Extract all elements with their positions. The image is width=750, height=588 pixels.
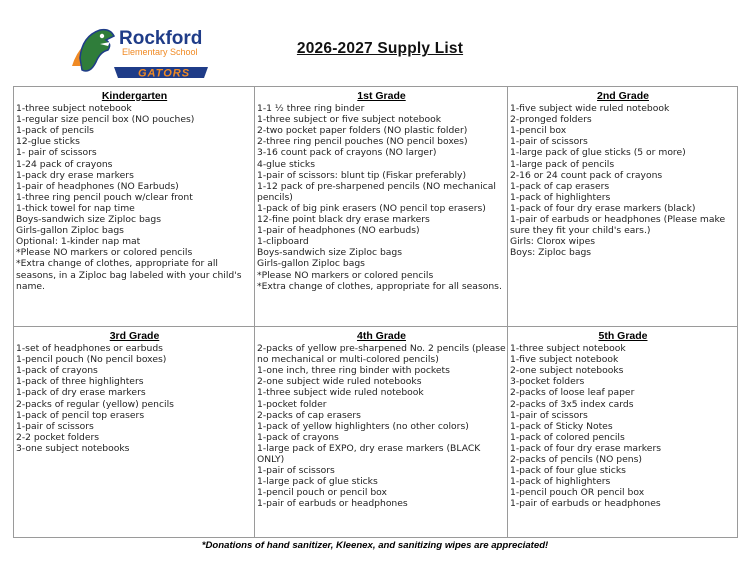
list-item: 2-16 or 24 count pack of crayons bbox=[510, 169, 663, 181]
supply-list bbox=[16, 343, 253, 454]
list-item: 2-one subject notebooks bbox=[510, 365, 624, 377]
list-item: 1-pair of scissors bbox=[510, 136, 588, 148]
list-item: 1-pocket folder bbox=[257, 398, 327, 410]
list-item: 1-thick towel for nap time bbox=[16, 202, 135, 214]
grade-cell-3rd bbox=[14, 327, 255, 538]
list-item: *Please NO markers or colored pencils bbox=[16, 247, 193, 259]
list-item: 1-large pack of glue sticks (5 or more) bbox=[510, 147, 686, 159]
list-item: Girls-gallon Ziploc bags bbox=[257, 258, 365, 270]
grade-cell-5th bbox=[508, 327, 738, 538]
school-logo bbox=[70, 22, 212, 80]
list-item: *Extra change of clothes, appropriate for all seasons. bbox=[257, 280, 502, 292]
list-item: Boys-sandwich size Ziploc bags bbox=[16, 214, 162, 226]
logo-mascot-text: GATORS bbox=[138, 67, 191, 80]
list-item: 1-pack of three highlighters bbox=[16, 376, 144, 388]
list-item: 2-packs of regular (yellow) pencils bbox=[16, 398, 174, 410]
grade-heading: 3rd Grade bbox=[109, 330, 160, 342]
list-item: 1-1 ½ three ring binder bbox=[257, 103, 365, 115]
list-item: *Please NO markers or colored pencils bbox=[257, 269, 434, 281]
grade-cell-1st bbox=[255, 87, 508, 327]
list-item: 1-pair of scissors bbox=[510, 409, 588, 421]
list-item: 1-pack of four dry erase markers (black) bbox=[510, 202, 696, 214]
list-item: 2-packs of loose leaf paper bbox=[510, 387, 635, 399]
list-item: Optional: 1-kinder nap mat bbox=[16, 236, 141, 248]
list-item: Boys: Ziploc bags bbox=[510, 247, 592, 259]
list-item: 1-pack of cap erasers bbox=[510, 180, 610, 192]
grade-heading: 1st Grade bbox=[357, 90, 406, 102]
list-item: 2-2 pocket folders bbox=[16, 431, 100, 443]
list-item: 1-pair of earbuds or headphones bbox=[257, 498, 408, 510]
list-item: 1-pencil pouch (No pencil boxes) bbox=[16, 354, 167, 366]
list-item: 1-regular size pencil box (NO pouches) bbox=[16, 114, 195, 126]
table-row bbox=[14, 87, 738, 327]
list-item: 4-glue sticks bbox=[257, 158, 316, 170]
list-item: 2-pronged folders bbox=[510, 114, 592, 126]
list-item: 1-pair of earbuds or headphones bbox=[510, 498, 661, 510]
list-item: 3-one subject notebooks bbox=[16, 442, 130, 454]
gator-mascot-icon bbox=[70, 22, 212, 80]
list-item: 1-pair of headphones (NO earbuds) bbox=[257, 225, 420, 237]
list-item: 1-five subject wide ruled notebook bbox=[510, 103, 670, 115]
list-item: 3-pocket folders bbox=[510, 376, 585, 388]
list-item: 12-glue sticks bbox=[16, 136, 80, 148]
list-item: Girls-gallon Ziploc bags bbox=[16, 225, 124, 237]
list-item: 1-pencil pouch or pencil box bbox=[257, 487, 387, 499]
list-item: 1-pack of yellow highlighters (no other colors) bbox=[257, 420, 469, 432]
list-item: 1-large pack of pencils bbox=[510, 158, 615, 170]
list-item: Girls: Clorox wipes bbox=[510, 236, 596, 248]
list-item: 1-set of headphones or earbuds bbox=[16, 343, 163, 355]
list-item: 1-pack of colored pencils bbox=[510, 431, 625, 443]
list-item: 1-one inch, three ring binder with pockets bbox=[257, 365, 450, 377]
list-item: *Extra change of clothes, appropriate for all seasons, in a Ziploc bag labeled with your child's name. bbox=[16, 258, 242, 292]
list-item: 1-pack of pencils bbox=[16, 125, 94, 137]
list-item: 12-fine point black dry erase markers bbox=[257, 214, 430, 226]
grade-heading: 4th Grade bbox=[356, 330, 406, 342]
list-item: 1-pack of highlighters bbox=[510, 476, 611, 488]
list-item: 1-large pack of EXPO, dry erase markers (BLACK ONLY) bbox=[257, 442, 481, 466]
list-item: 1-three subject or five subject notebook bbox=[257, 114, 442, 126]
grade-cell-4th bbox=[255, 327, 508, 538]
list-item: 1-pair of scissors: blunt tip (Fiskar preferably) bbox=[257, 169, 467, 181]
donations-note: *Donations of hand sanitizer, Kleenex, and sanitizing wipes are appreciated! bbox=[201, 540, 549, 551]
logo-name: Rockford bbox=[119, 28, 203, 49]
list-item: 1-pack of dry erase markers bbox=[16, 387, 146, 399]
list-item: 1-pack of Sticky Notes bbox=[510, 420, 613, 432]
list-item: 1- pair of scissors bbox=[16, 147, 97, 159]
list-item: 2-three ring pencil pouches (NO pencil boxes) bbox=[257, 136, 468, 148]
grade-cell-kindergarten bbox=[14, 87, 255, 327]
table-row bbox=[14, 327, 738, 538]
list-item: 1-24 pack of crayons bbox=[16, 158, 113, 170]
grade-cell-2nd bbox=[508, 87, 738, 327]
gator-eye bbox=[100, 34, 104, 38]
list-item: 1-pack of pencil top erasers bbox=[16, 409, 145, 421]
supply-list bbox=[257, 343, 506, 509]
list-item: 2-one subject wide ruled notebooks bbox=[257, 376, 422, 388]
grade-heading: 2nd Grade bbox=[597, 90, 649, 102]
list-item: 1-pencil pouch OR pencil box bbox=[510, 487, 645, 499]
list-item: 1-five subject notebook bbox=[510, 354, 619, 366]
list-item: 1-pair of scissors bbox=[257, 465, 335, 477]
list-item: 1-three subject notebook bbox=[16, 103, 132, 115]
list-item: 1-pack of four glue sticks bbox=[510, 465, 626, 477]
list-item: 1-pair of earbuds or headphones (Please make sure they fit your child's ears.) bbox=[510, 214, 726, 237]
list-item: 1-pack of four dry erase markers bbox=[510, 442, 662, 454]
supply-table bbox=[13, 86, 738, 538]
list-item: 2-packs of 3x5 index cards bbox=[510, 398, 634, 410]
list-item: 1-pack of big pink erasers (NO pencil top erasers) bbox=[257, 202, 486, 214]
list-item: 3-16 count pack of crayons (NO larger) bbox=[257, 147, 437, 159]
supply-list bbox=[257, 103, 506, 292]
grade-heading: Kindergarten bbox=[101, 90, 168, 102]
list-item: 1-pack of highlighters bbox=[510, 191, 611, 203]
list-item: 1-three subject notebook bbox=[510, 343, 626, 355]
list-item: 1-pack dry erase markers bbox=[16, 169, 134, 181]
list-item: 1-pack of crayons bbox=[16, 365, 98, 377]
list-item: 2-packs of cap erasers bbox=[257, 409, 361, 421]
logo-subtitle: Elementary School bbox=[122, 47, 198, 57]
list-item: 1-three subject wide ruled notebook bbox=[257, 387, 424, 399]
list-item: 1-pair of headphones (NO Earbuds) bbox=[16, 180, 179, 192]
grade-heading: 5th Grade bbox=[598, 330, 648, 342]
supply-list bbox=[510, 343, 736, 509]
supply-list bbox=[510, 103, 736, 258]
list-item: 1-pack of crayons bbox=[257, 431, 339, 443]
list-item: 2-two pocket paper folders (NO plastic folder) bbox=[257, 125, 468, 137]
list-item: 1-clipboard bbox=[257, 236, 309, 248]
gator-head bbox=[80, 30, 114, 71]
supply-list bbox=[16, 103, 253, 292]
list-item: 1-pair of scissors bbox=[16, 420, 94, 432]
list-item: 1-three ring pencil pouch w/clear front bbox=[16, 191, 193, 203]
list-item: 1-12 pack of pre-sharpened pencils (NO mechanical pencils) bbox=[257, 180, 496, 203]
page-title: 2026-2027 Supply List bbox=[296, 40, 464, 57]
list-item: Boys-sandwich size Ziploc bags bbox=[257, 247, 403, 259]
list-item: 1-large pack of glue sticks bbox=[257, 476, 378, 488]
list-item: 2-packs of pencils (NO pens) bbox=[510, 454, 642, 466]
list-item: 2-packs of yellow pre-sharpened No. 2 pencils (please no mechanical or multi-colored pencils) bbox=[257, 343, 506, 366]
list-item: 1-pencil box bbox=[510, 125, 567, 137]
